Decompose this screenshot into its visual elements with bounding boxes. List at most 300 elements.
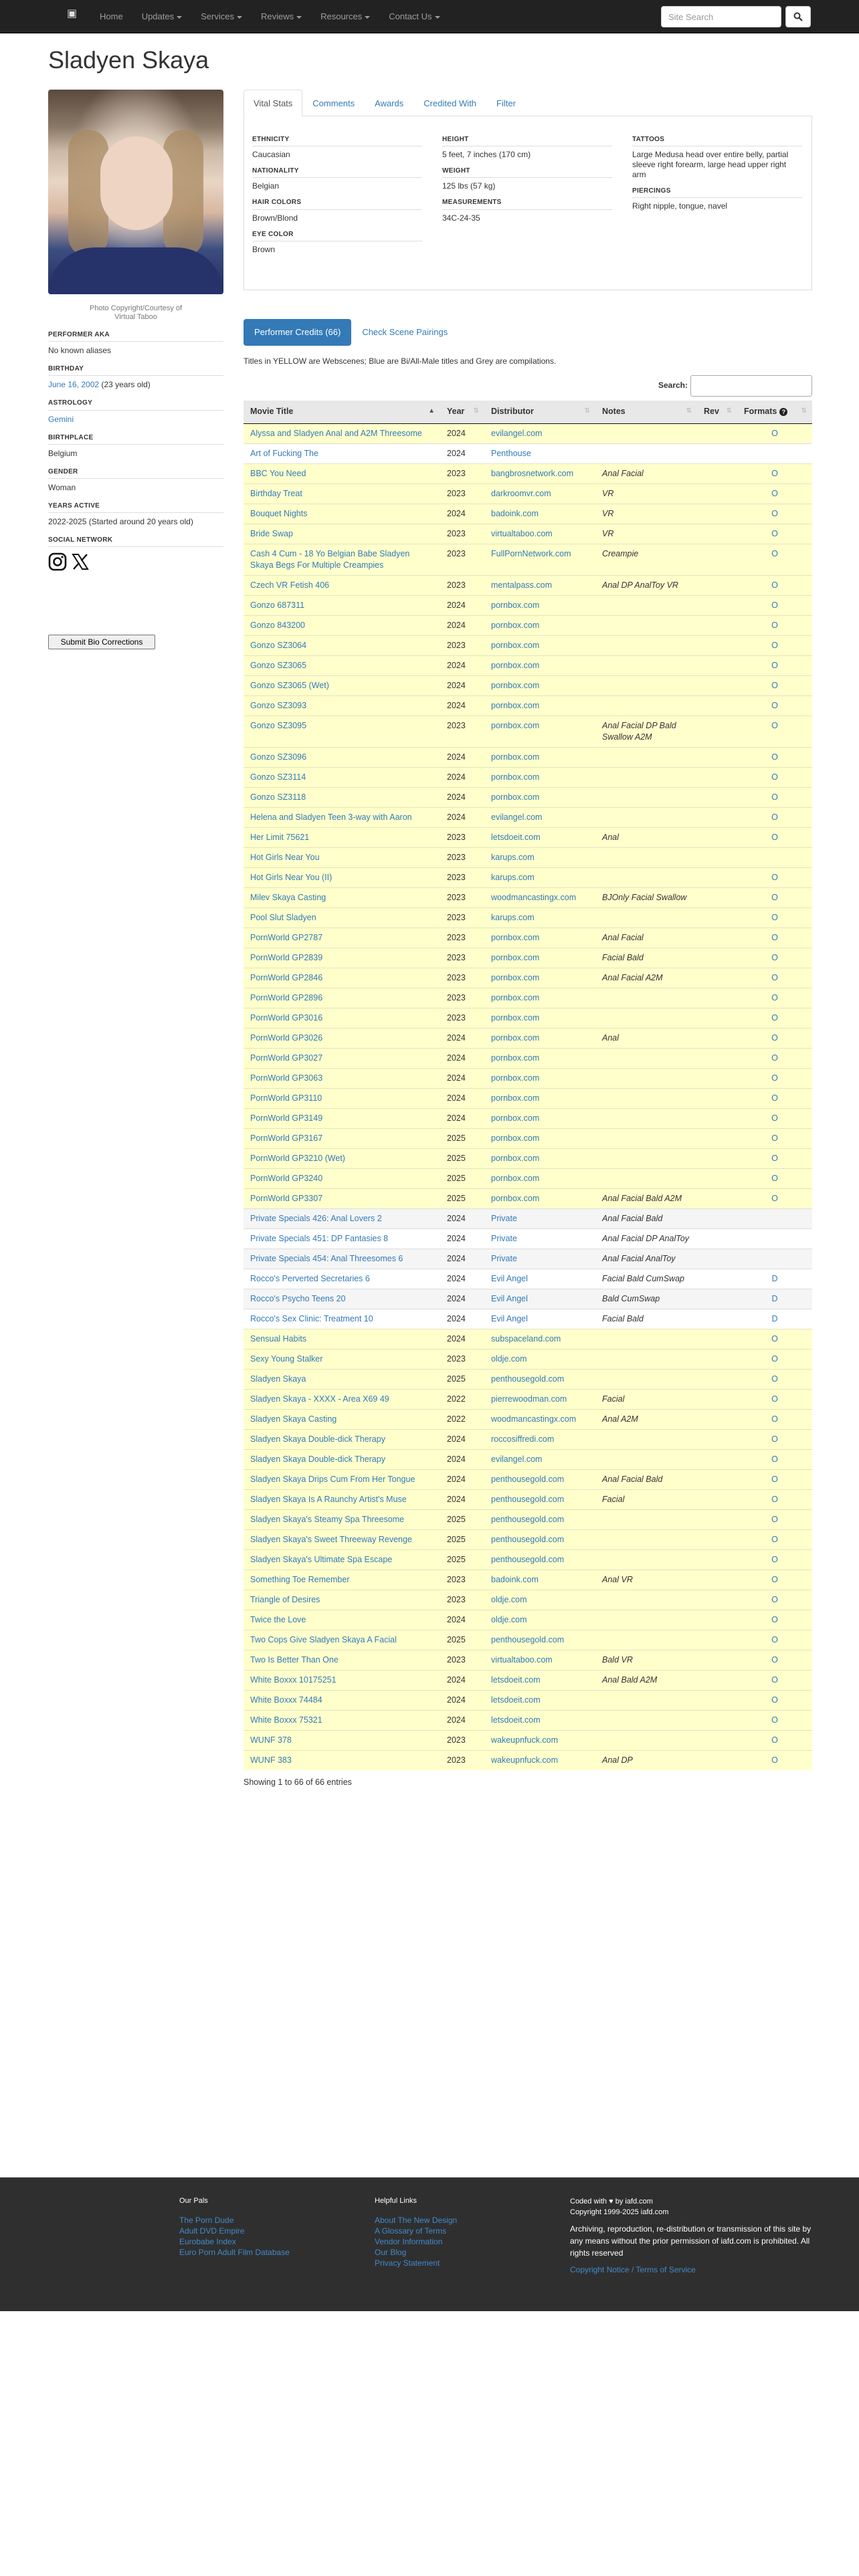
distributor-link[interactable]: pornbox.com <box>491 1012 540 1023</box>
movie-title-link[interactable]: Triangle of Desires <box>250 1594 320 1604</box>
cell-formats[interactable]: O <box>737 1048 812 1068</box>
movie-title-link[interactable]: PornWorld GP3210 (Wet) <box>250 1153 345 1163</box>
cell-formats[interactable]: O <box>737 827 812 847</box>
movie-title-link[interactable]: Sensual Habits <box>250 1333 307 1344</box>
movie-title-link[interactable]: PornWorld GP3063 <box>250 1073 323 1083</box>
distributor-link[interactable]: evilangel.com <box>491 428 543 438</box>
movie-title-link[interactable]: Gonzo SZ3096 <box>250 752 307 762</box>
cell-formats[interactable]: O <box>737 595 812 615</box>
distributor-link[interactable]: evilangel.com <box>491 812 543 822</box>
cell-year: 2025 <box>440 1128 484 1148</box>
movie-title-link[interactable]: White Boxxx 10175251 <box>250 1675 337 1685</box>
distributor-link[interactable]: subspaceland.com <box>491 1333 561 1344</box>
cell-formats[interactable]: O <box>737 1710 812 1730</box>
cell-distributor <box>484 1590 595 1610</box>
distributor-link[interactable]: pornbox.com <box>491 1033 540 1043</box>
movie-title-link[interactable]: Rocco's Perverted Secretaries 6 <box>250 1273 370 1283</box>
movie-title-link[interactable]: PornWorld GP3307 <box>250 1193 323 1203</box>
distributor-link[interactable]: pornbox.com <box>491 1153 540 1163</box>
cell-formats[interactable]: O <box>737 1590 812 1610</box>
cell-distributor <box>484 847 595 867</box>
distributor-link[interactable]: pornbox.com <box>491 972 540 982</box>
movie-title-link[interactable]: Sladyen Skaya's Sweet Threeway Revenge <box>250 1534 412 1544</box>
distributor-link[interactable]: pornbox.com <box>491 752 540 762</box>
distributor-link[interactable]: FullPornNetwork.com <box>491 548 571 558</box>
distributor-link[interactable]: Penthouse <box>491 448 531 458</box>
column-header-notes[interactable] <box>595 401 697 423</box>
cell-formats[interactable]: O <box>737 1730 812 1750</box>
distributor-link[interactable]: virtualtaboo.com <box>491 1654 553 1665</box>
nav-item-reviews[interactable] <box>252 0 311 33</box>
distributor-link[interactable]: Evil Angel <box>491 1293 528 1303</box>
movie-title-link[interactable]: PornWorld GP3026 <box>250 1033 323 1043</box>
cell-notes <box>595 1068 697 1088</box>
nav-item-contact-us[interactable] <box>379 0 449 33</box>
cell-formats[interactable]: O <box>737 1750 812 1770</box>
cell-formats[interactable] <box>737 443 812 463</box>
cell-year: 2025 <box>440 1630 484 1650</box>
column-header-movie-title[interactable] <box>244 401 440 423</box>
cell-notes: Anal Facial Bald A2M <box>595 1188 697 1208</box>
cell-notes: Anal Facial A2M <box>595 968 697 988</box>
cell-formats[interactable]: O <box>737 928 812 948</box>
cell-formats[interactable]: O <box>737 675 812 695</box>
cell-formats[interactable]: O <box>737 1389 812 1409</box>
cell-formats[interactable]: O <box>737 716 812 747</box>
cell-distributor <box>484 695 595 716</box>
cell-formats[interactable]: O <box>737 423 812 443</box>
cell-year: 2024 <box>440 1449 484 1469</box>
movie-title-link[interactable]: Sladyen Skaya Drips Cum From Her Tongue <box>250 1474 415 1484</box>
cell-formats[interactable]: O <box>737 747 812 767</box>
cell-formats[interactable]: O <box>737 867 812 887</box>
stat-label-ethnicity: ETHNICITY <box>252 135 422 146</box>
distributor-link[interactable]: penthousegold.com <box>491 1374 565 1384</box>
bio-value-text[interactable]: Gemini <box>48 414 74 424</box>
distributor-link[interactable]: karups.com <box>491 872 535 882</box>
cell-formats[interactable]: O <box>737 484 812 504</box>
distributor-link[interactable]: oldje.com <box>491 1614 527 1624</box>
distributor-link[interactable]: pornbox.com <box>491 1053 540 1063</box>
column-header-year[interactable] <box>440 401 484 423</box>
tab-vital-stats[interactable]: Vital Stats <box>244 90 302 116</box>
movie-title-link[interactable]: WUNF 383 <box>250 1755 292 1765</box>
cell-formats[interactable]: D <box>737 1269 812 1289</box>
cell-distributor <box>484 1730 595 1750</box>
movie-title-link[interactable]: Milev Skaya Casting <box>250 892 326 902</box>
footer-pal-link[interactable]: Adult DVD Empire <box>179 2226 245 2236</box>
distributor-link[interactable]: pornbox.com <box>491 600 540 610</box>
cell-distributor <box>484 1329 595 1349</box>
column-header-distributor[interactable] <box>484 401 595 423</box>
cell-formats[interactable]: O <box>737 1369 812 1389</box>
bio-value-text[interactable]: June 16, 2002 <box>48 380 100 390</box>
movie-title-link[interactable]: Sladyen Skaya <box>250 1374 306 1384</box>
distributor-link[interactable]: karups.com <box>491 912 535 922</box>
cell-formats[interactable]: O <box>737 524 812 544</box>
movie-title-link[interactable]: Something Toe Remember <box>250 1574 350 1584</box>
distributor-link[interactable]: penthousegold.com <box>491 1634 565 1644</box>
movie-title-link[interactable]: Czech VR Fetish 406 <box>250 580 330 590</box>
movie-title-link[interactable]: Cash 4 Cum - 18 Yo Belgian Babe Sladyen Skaya Begs For Multiple Creampies <box>250 548 410 570</box>
tab-awards[interactable]: Awards <box>375 98 404 108</box>
cell-formats[interactable]: O <box>737 887 812 907</box>
distributor-link[interactable]: pornbox.com <box>491 992 540 1002</box>
movie-title-link[interactable]: Two Is Better Than One <box>250 1654 339 1665</box>
cell-rev <box>697 767 737 787</box>
distributor-link[interactable]: roccosiffredi.com <box>491 1434 555 1444</box>
search-button[interactable] <box>785 6 811 27</box>
cell-formats[interactable]: O <box>737 635 812 655</box>
movie-title-link[interactable]: PornWorld GP2839 <box>250 952 323 962</box>
table-row <box>244 1228 812 1249</box>
cell-formats[interactable]: O <box>737 1168 812 1188</box>
terms-link[interactable]: Copyright Notice / Terms of Service <box>570 2265 696 2274</box>
movie-title-link[interactable]: Bride Swap <box>250 528 293 538</box>
stat-value-nationality: Belgian <box>252 181 280 191</box>
cell-title <box>244 1630 440 1650</box>
cell-formats[interactable]: O <box>737 1108 812 1128</box>
cell-notes <box>595 675 697 695</box>
cell-notes: Anal Bald A2M <box>595 1670 697 1690</box>
cell-formats[interactable]: O <box>737 695 812 716</box>
cell-formats[interactable]: O <box>737 1148 812 1168</box>
cell-formats[interactable]: O <box>737 1549 812 1570</box>
performer-credits-tab[interactable]: Performer Credits (66) <box>244 319 351 346</box>
cell-rev <box>697 484 737 504</box>
distributor-link[interactable]: pornbox.com <box>491 700 540 710</box>
distributor-link[interactable]: woodmancastingx.com <box>491 892 577 902</box>
cell-formats[interactable] <box>737 847 812 867</box>
cell-formats[interactable] <box>737 1228 812 1249</box>
cell-formats[interactable]: O <box>737 1028 812 1048</box>
cell-year: 2023 <box>440 1730 484 1750</box>
cell-formats[interactable]: O <box>737 1489 812 1509</box>
distributor-link[interactable]: pornbox.com <box>491 660 540 670</box>
cell-formats[interactable]: O <box>737 1068 812 1088</box>
distributor-link[interactable]: woodmancastingx.com <box>491 1414 577 1424</box>
help-icon[interactable]: ? <box>779 408 787 416</box>
cell-notes <box>595 1610 697 1630</box>
cell-formats[interactable]: O <box>737 1128 812 1148</box>
table-row <box>244 747 812 767</box>
movie-title-link[interactable]: Gonzo SZ3065 (Wet) <box>250 680 329 690</box>
movie-title-link[interactable]: Gonzo SZ3118 <box>250 792 306 802</box>
movie-title-link[interactable]: White Boxxx 74484 <box>250 1695 322 1705</box>
distributor-link[interactable]: oldje.com <box>491 1594 527 1604</box>
submit-bio-corrections-button[interactable]: Submit Bio Corrections <box>48 635 155 649</box>
distributor-link[interactable]: Evil Angel <box>491 1313 528 1323</box>
distributor-link[interactable]: penthousegold.com <box>491 1514 565 1524</box>
footer-helpful-link[interactable]: Privacy Statement <box>375 2258 440 2268</box>
scene-pairings-tab[interactable]: Check Scene Pairings <box>362 327 448 337</box>
movie-title-link[interactable]: Rocco's Sex Clinic: Treatment 10 <box>250 1313 373 1323</box>
cell-notes: Anal <box>595 1028 697 1048</box>
cell-rev <box>697 615 737 635</box>
distributor-link[interactable]: badoink.com <box>491 508 539 518</box>
distributor-link[interactable]: bangbrosnetwork.com <box>491 468 573 478</box>
cell-formats[interactable]: O <box>737 1088 812 1108</box>
cell-formats[interactable]: O <box>737 988 812 1008</box>
instagram-icon[interactable] <box>48 552 67 571</box>
movie-title-link[interactable]: Private Specials 454: Anal Threesomes 6 <box>250 1253 403 1263</box>
x-twitter-icon[interactable] <box>71 552 90 571</box>
movie-title-link[interactable]: Bouquet Nights <box>250 508 308 518</box>
cell-formats[interactable]: O <box>737 1349 812 1369</box>
cell-formats[interactable]: O <box>737 1570 812 1590</box>
footer-pal-link[interactable]: Eurobabe Index <box>179 2236 236 2246</box>
column-header-label: Movie Title <box>250 407 294 416</box>
movie-title-link[interactable]: Twice the Love <box>250 1614 306 1624</box>
cell-title <box>244 1650 440 1670</box>
heart-icon: ♥ <box>609 2197 613 2206</box>
movie-title-link[interactable]: BBC You Need <box>250 468 306 478</box>
movie-title-link[interactable]: Hot Girls Near You (II) <box>250 872 332 882</box>
distributor-link[interactable]: oldje.com <box>491 1354 527 1364</box>
cell-formats[interactable]: O <box>737 767 812 787</box>
distributor-link[interactable]: penthousegold.com <box>491 1554 565 1564</box>
cell-formats[interactable]: O <box>737 1008 812 1028</box>
cell-formats[interactable]: O <box>737 463 812 484</box>
footer-pal-link[interactable]: Euro Porn Adult Film Database <box>179 2247 290 2257</box>
cell-formats[interactable]: O <box>737 1650 812 1670</box>
movie-title-link[interactable]: Two Cops Give Sladyen Skaya A Facial <box>250 1634 397 1644</box>
cell-year: 2023 <box>440 544 484 575</box>
movie-title-link[interactable]: PornWorld GP2896 <box>250 992 323 1002</box>
tab-filter[interactable]: Filter <box>496 98 516 108</box>
cell-notes: BJOnly Facial Swallow <box>595 887 697 907</box>
cell-notes <box>595 1590 697 1610</box>
distributor-link[interactable]: mentalpass.com <box>491 580 553 590</box>
distributor-link[interactable]: pornbox.com <box>491 932 540 942</box>
nav-item-services[interactable] <box>191 0 252 33</box>
movie-title-link[interactable]: Private Specials 426: Anal Lovers 2 <box>250 1213 382 1223</box>
footer-pal-link[interactable]: The Porn Dude <box>179 2215 234 2225</box>
cell-distributor <box>484 1650 595 1670</box>
movie-title-link[interactable]: Rocco's Psycho Teens 20 <box>250 1293 346 1303</box>
cell-title <box>244 615 440 635</box>
sort-both-icon: ⇅ <box>801 407 807 415</box>
movie-title-link[interactable]: Sladyen Skaya Double-dick Therapy <box>250 1454 385 1464</box>
movie-title-link[interactable]: PornWorld GP3167 <box>250 1133 323 1143</box>
movie-title-link[interactable]: PornWorld GP3016 <box>250 1012 323 1023</box>
nav-item-resources[interactable] <box>311 0 379 33</box>
distributor-link[interactable]: pornbox.com <box>491 1133 540 1143</box>
cell-rev <box>697 1409 737 1429</box>
cell-distributor <box>484 484 595 504</box>
table-row <box>244 907 812 928</box>
footer-helpful-link[interactable]: Vendor Information <box>375 2236 443 2246</box>
cell-rev <box>697 988 737 1008</box>
movie-title-link[interactable]: Gonzo SZ3095 <box>250 720 307 730</box>
cell-formats[interactable]: O <box>737 1610 812 1630</box>
movie-title-link[interactable]: Gonzo 843200 <box>250 620 306 630</box>
bio-value-text: Belgium <box>48 448 78 458</box>
distributor-link[interactable]: pornbox.com <box>491 1073 540 1083</box>
distributor-link[interactable]: pornbox.com <box>491 1113 540 1123</box>
distributor-link[interactable]: darkroomvr.com <box>491 488 551 498</box>
cell-formats[interactable]: O <box>737 575 812 595</box>
distributor-link[interactable]: pornbox.com <box>491 720 540 730</box>
cell-year: 2024 <box>440 615 484 635</box>
distributor-link[interactable]: letsdoeit.com <box>491 1675 541 1685</box>
movie-title-link[interactable]: Private Specials 451: DP Fantasies 8 <box>250 1233 389 1243</box>
table-row <box>244 1630 812 1650</box>
cell-formats[interactable]: O <box>737 1188 812 1208</box>
cell-formats[interactable]: O <box>737 968 812 988</box>
distributor-link[interactable]: pierrewoodman.com <box>491 1394 567 1404</box>
vital-stats-column-2 <box>442 135 612 223</box>
distributor-link[interactable]: pornbox.com <box>491 772 540 782</box>
distributor-link[interactable]: pornbox.com <box>491 1173 540 1183</box>
cell-formats[interactable]: O <box>737 1469 812 1489</box>
cell-formats[interactable] <box>737 1208 812 1228</box>
movie-title-link[interactable]: Gonzo 687311 <box>250 600 305 610</box>
cell-formats[interactable]: O <box>737 1429 812 1449</box>
movie-title-link[interactable]: PornWorld GP3027 <box>250 1053 323 1063</box>
cell-rev <box>697 716 737 747</box>
distributor-link[interactable]: pornbox.com <box>491 1193 540 1203</box>
cell-rev <box>697 1148 737 1168</box>
cell-formats[interactable]: O <box>737 1690 812 1710</box>
distributor-link[interactable]: penthousegold.com <box>491 1494 565 1504</box>
movie-title-link[interactable]: PornWorld GP3110 <box>250 1093 322 1103</box>
column-header-formats[interactable] <box>737 401 812 423</box>
distributor-link[interactable]: Private <box>491 1213 517 1223</box>
distributor-link[interactable]: virtualtaboo.com <box>491 528 553 538</box>
footer-helpful-link[interactable]: About The New Design <box>375 2215 458 2225</box>
movie-title-link[interactable]: Gonzo SZ3114 <box>250 772 306 782</box>
column-header-label: Distributor <box>491 407 534 416</box>
distributor-link[interactable]: letsdoeit.com <box>491 1715 541 1725</box>
column-header-rev[interactable] <box>697 401 737 423</box>
bio-value-years-active <box>48 513 223 527</box>
cell-formats[interactable]: O <box>737 807 812 827</box>
cell-formats[interactable]: O <box>737 787 812 807</box>
cell-year: 2024 <box>440 675 484 695</box>
site-footer <box>0 2177 859 2311</box>
movie-title-link[interactable]: Her Limit 75621 <box>250 832 310 842</box>
movie-title-link[interactable]: White Boxxx 75321 <box>250 1715 322 1725</box>
cell-notes: Anal Facial DP AnalToy <box>595 1228 697 1249</box>
distributor-link[interactable]: Evil Angel <box>491 1273 528 1283</box>
tab-comments[interactable]: Comments <box>312 98 355 108</box>
movie-title-link[interactable]: WUNF 378 <box>250 1735 292 1745</box>
distributor-link[interactable]: letsdoeit.com <box>491 832 541 842</box>
distributor-link[interactable]: penthousegold.com <box>491 1474 565 1484</box>
movie-title-link[interactable]: Gonzo SZ3064 <box>250 640 307 650</box>
nav-item-updates[interactable] <box>132 0 191 33</box>
cell-distributor <box>484 655 595 675</box>
movie-title-link[interactable]: Gonzo SZ3093 <box>250 700 307 710</box>
nav-item-home[interactable] <box>90 0 132 33</box>
movie-title-link[interactable]: Pool Slut Sladyen <box>250 912 316 922</box>
movie-title-link[interactable]: Sladyen Skaya's Ultimate Spa Escape <box>250 1554 393 1564</box>
cell-notes <box>595 807 697 827</box>
site-search-input[interactable] <box>661 6 781 27</box>
movie-title-link[interactable]: PornWorld GP2846 <box>250 972 323 982</box>
distributor-link[interactable]: pornbox.com <box>491 680 540 690</box>
footer-helpful-link[interactable]: Our Blog <box>375 2247 407 2257</box>
cell-formats[interactable]: D <box>737 1289 812 1309</box>
table-row <box>244 928 812 948</box>
table-search <box>244 374 812 397</box>
movie-title-link[interactable]: Sladyen Skaya Casting <box>250 1414 337 1424</box>
distributor-link[interactable]: badoink.com <box>491 1574 539 1584</box>
cell-formats[interactable]: O <box>737 1630 812 1650</box>
cell-formats[interactable]: O <box>737 615 812 635</box>
cell-formats[interactable]: O <box>737 1529 812 1549</box>
cell-formats[interactable]: O <box>737 504 812 524</box>
cell-rev <box>697 443 737 463</box>
movie-title-link[interactable]: Sladyen Skaya Double-dick Therapy <box>250 1434 385 1444</box>
cell-title <box>244 1710 440 1730</box>
movie-title-link[interactable]: Birthday Treat <box>250 488 302 498</box>
movie-title-link[interactable]: Gonzo SZ3065 <box>250 660 307 670</box>
distributor-link[interactable]: wakeupnfuck.com <box>491 1735 559 1745</box>
cell-formats[interactable]: O <box>737 1409 812 1429</box>
movie-title-link[interactable]: Sladyen Skaya - XXXX - Area X69 49 <box>250 1394 389 1404</box>
movie-title-link[interactable]: PornWorld GP3149 <box>250 1113 323 1123</box>
distributor-link[interactable]: pornbox.com <box>491 792 540 802</box>
cell-formats[interactable]: O <box>737 544 812 575</box>
movie-title-link[interactable]: Art of Fucking The <box>250 448 318 458</box>
tab-credited-with[interactable]: Credited With <box>423 98 477 108</box>
home-icon[interactable]: ▣ <box>67 8 78 19</box>
movie-title-link[interactable]: Sexy Young Stalker <box>250 1354 323 1364</box>
distributor-link[interactable]: pornbox.com <box>491 640 540 650</box>
table-search-input[interactable] <box>690 375 812 397</box>
table-row <box>244 1429 812 1449</box>
distributor-link[interactable]: evilangel.com <box>491 1454 543 1464</box>
cell-formats[interactable]: O <box>737 1670 812 1690</box>
footer-helpful-link[interactable]: A Glossary of Terms <box>375 2226 447 2236</box>
cell-distributor <box>484 1469 595 1489</box>
distributor-link[interactable]: pornbox.com <box>491 620 540 630</box>
movie-title-link[interactable]: PornWorld GP3240 <box>250 1173 323 1183</box>
cell-formats[interactable]: O <box>737 1329 812 1349</box>
distributor-link[interactable]: wakeupnfuck.com <box>491 1755 559 1765</box>
movie-title-link[interactable]: Helena and Sladyen Teen 3-way with Aaron <box>250 812 412 822</box>
distributor-link[interactable]: Private <box>491 1253 517 1263</box>
movie-title-link[interactable]: Sladyen Skaya's Steamy Spa Threesome <box>250 1514 405 1524</box>
movie-title-link[interactable]: Alyssa and Sladyen Anal and A2M Threesome <box>250 428 422 438</box>
table-row <box>244 1750 812 1770</box>
movie-title-link[interactable]: PornWorld GP2787 <box>250 932 323 942</box>
distributor-link[interactable]: pornbox.com <box>491 952 540 962</box>
cell-formats[interactable]: O <box>737 1449 812 1469</box>
cell-rev <box>697 695 737 716</box>
cell-formats[interactable]: O <box>737 1509 812 1529</box>
distributor-link[interactable]: pornbox.com <box>491 1093 540 1103</box>
cell-formats[interactable]: O <box>737 907 812 928</box>
movie-title-link[interactable]: Sladyen Skaya Is A Raunchy Artist's Muse <box>250 1494 407 1504</box>
distributor-link[interactable]: karups.com <box>491 852 535 862</box>
distributor-link[interactable]: penthousegold.com <box>491 1534 565 1544</box>
distributor-link[interactable]: letsdoeit.com <box>491 1695 541 1705</box>
cell-formats[interactable]: O <box>737 655 812 675</box>
cell-formats[interactable]: O <box>737 948 812 968</box>
table-row <box>244 1449 812 1469</box>
movie-title-link[interactable]: Hot Girls Near You <box>250 852 320 862</box>
cell-year: 2023 <box>440 948 484 968</box>
table-row <box>244 787 812 807</box>
distributor-link[interactable]: Private <box>491 1233 517 1243</box>
cell-year: 2024 <box>440 1489 484 1509</box>
cell-formats[interactable]: D <box>737 1309 812 1329</box>
cell-year: 2024 <box>440 695 484 716</box>
cell-formats[interactable] <box>737 1249 812 1269</box>
